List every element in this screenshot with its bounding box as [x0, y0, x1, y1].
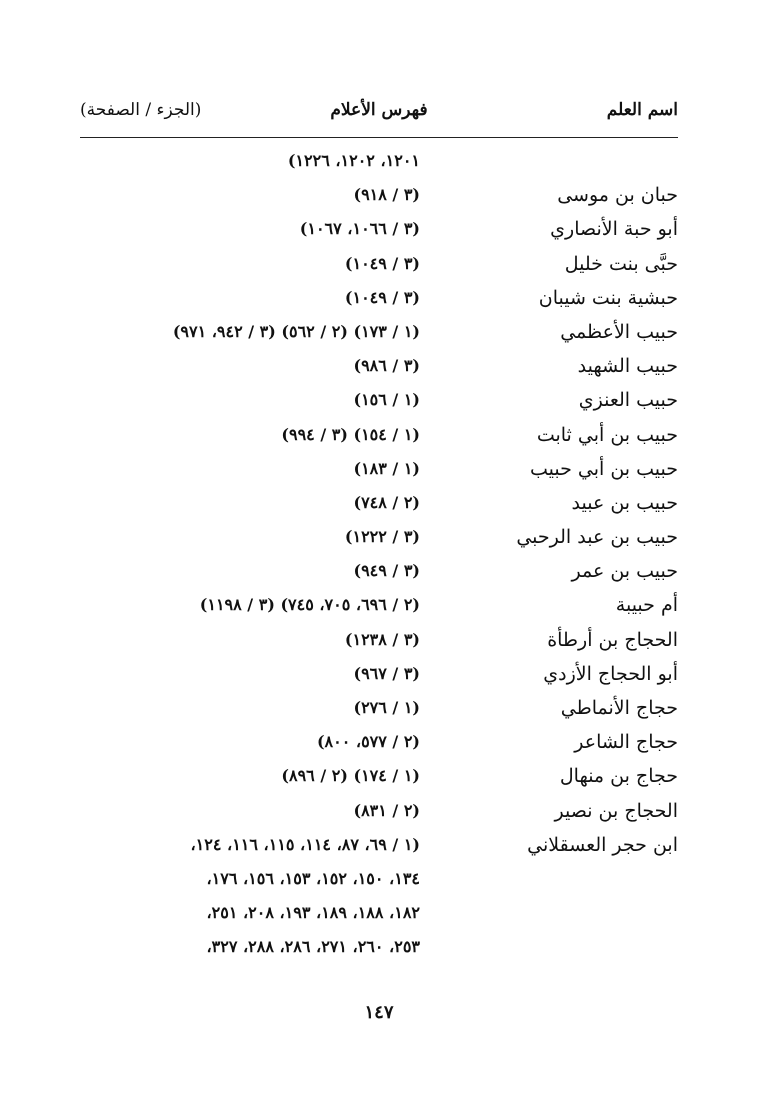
entry-references: (٣ / ٩١٨)	[353, 185, 420, 205]
index-entry	[80, 693, 678, 727]
entry-references: (٣ / ١٢٢٢)	[344, 527, 420, 547]
index-entry	[80, 727, 678, 761]
index-entry	[80, 146, 678, 180]
index-entry	[80, 214, 678, 248]
entry-name: أم حبيبة	[615, 594, 678, 617]
entry-references: (١ / ١٧٤) (٢ / ٨٩٦)	[281, 766, 420, 786]
entry-references: (١ / ١٨٣)	[353, 458, 420, 478]
index-entry	[80, 249, 678, 283]
page-number: ١٤٧	[364, 1002, 394, 1023]
index-title: فهرس الأعلام	[330, 100, 428, 120]
entry-name: ابن حجر العسقلاني	[527, 833, 678, 856]
entry-name: حبيب بن أبي ثابت	[536, 423, 678, 446]
entry-references: ٢٥٣، ٢٦٠، ٢٧١، ٢٨٦، ٢٨٨، ٣٢٧،	[206, 937, 420, 957]
index-entry	[80, 556, 678, 590]
entry-references: (٣ / ١٠٤٩)	[344, 253, 420, 273]
entry-name: حجاج الأنماطي	[560, 697, 678, 719]
entry-name: حبيب بن عبد الرحبي	[516, 526, 678, 549]
entry-references: (١ / ١٥٦)	[353, 390, 420, 410]
entry-references: ١٨٢، ١٨٨، ١٨٩، ١٩٣، ٢٠٨، ٢٥١،	[206, 903, 420, 923]
index-entry	[80, 317, 678, 351]
entry-name: حجاج بن منهال	[559, 765, 678, 788]
index-entry	[80, 932, 678, 966]
index-entry	[80, 488, 678, 522]
entry-references: (١ / ٦٩، ٨٧، ١١٤، ١١٥، ١١٦، ١٢٤،	[190, 834, 420, 854]
entry-name: حبيب الأعظمي	[560, 320, 678, 343]
index-entry	[80, 180, 678, 214]
entry-references: (٣ / ١٠٤٩)	[344, 287, 420, 307]
entry-name: الحجاج بن نصير	[554, 799, 678, 822]
index-entry	[80, 385, 678, 419]
entry-name: حبان بن موسى	[557, 184, 678, 207]
entry-name: حبيب بن عبيد	[571, 491, 678, 514]
index-entry	[80, 625, 678, 659]
entry-references: (١ / ٢٧٦)	[353, 698, 420, 717]
entry-references: (٢ / ٨٣١)	[353, 800, 420, 820]
name-column-heading: اسم العلم	[606, 100, 678, 120]
entry-name: حبيب بن أبي حبيب	[529, 457, 678, 480]
index-entry	[80, 420, 678, 454]
entry-name: حبيب بن عمر	[571, 560, 678, 583]
index-entry	[80, 898, 678, 932]
entry-references: (٣ / ١٢٣٨)	[344, 629, 420, 649]
entry-name: حبَّى بنت خليل	[564, 252, 678, 275]
index-entry	[80, 864, 678, 898]
index-entry	[80, 796, 678, 830]
entry-references: (٢ / ٦٩٦، ٧٠٥، ٧٤٥) (٣ / ١١٩٨)	[199, 595, 420, 615]
entry-name: أبو حبة الأنصاري	[550, 218, 678, 241]
index-entry	[80, 659, 678, 693]
entry-references: (١ / ١٧٣) (٢ / ٥٦٢) (٣ / ٩٤٢، ٩٧١)	[172, 321, 420, 341]
entry-references: (٣ / ١٠٦٦، ١٠٦٧)	[299, 219, 420, 239]
page-header	[80, 100, 678, 132]
entry-name: الحجاج بن أرطأة	[547, 628, 678, 651]
index-entry	[80, 761, 678, 795]
index-entry	[80, 351, 678, 385]
entry-references: ١٣٤، ١٥٠، ١٥٢، ١٥٣، ١٥٦، ١٧٦،	[206, 868, 420, 888]
entry-references: (٣ / ٩٨٦)	[353, 356, 420, 376]
entry-name: حبشية بنت شيبان	[538, 286, 678, 309]
entry-references: (٢ / ٧٤٨)	[353, 492, 420, 512]
entry-name: حبيب الشهيد	[577, 355, 678, 378]
index-entry	[80, 830, 678, 864]
entry-references: ١٢٠١، ١٢٠٢، ١٢٢٦)	[287, 151, 420, 170]
index-entry	[80, 590, 678, 624]
entry-references: (٣ / ٩٤٩)	[353, 561, 420, 581]
index-entry	[80, 522, 678, 556]
entry-name: حبيب العنزي	[578, 389, 678, 412]
entry-references: (٢ / ٥٧٧، ٨٠٠)	[316, 732, 420, 752]
reference-column-heading: (الجزء / الصفحة)	[80, 100, 202, 120]
index-entry	[80, 283, 678, 317]
index-entry	[80, 454, 678, 488]
entry-name: حجاج الشاعر	[574, 731, 678, 754]
entry-references: (١ / ١٥٤) (٣ / ٩٩٤)	[281, 424, 420, 444]
entry-references: (٣ / ٩٦٧)	[353, 663, 420, 683]
entry-name: أبو الحجاج الأزدي	[543, 662, 678, 685]
index-entry-list	[80, 146, 678, 967]
header-divider	[80, 137, 678, 138]
